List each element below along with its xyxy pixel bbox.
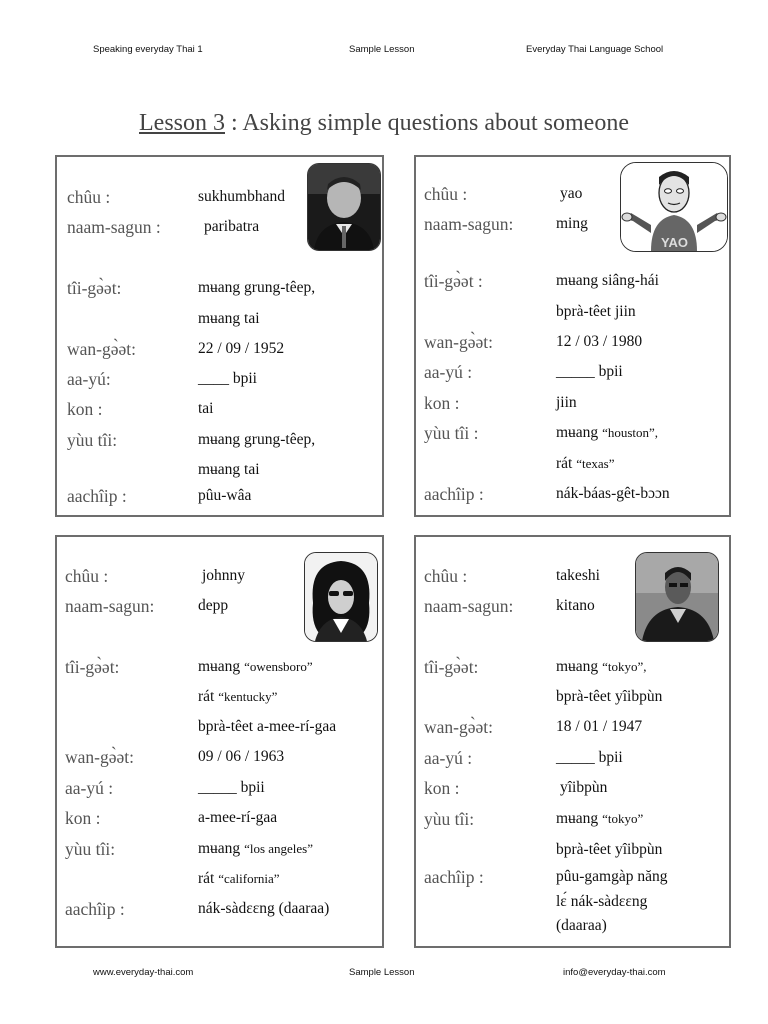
- residence-value: [556, 424, 658, 442]
- residence-city: “tokyo”: [602, 811, 644, 826]
- surname-label: naam-sagun:: [65, 596, 155, 616]
- residence-value-line2: mʉang tai: [198, 461, 260, 478]
- lesson-number: Lesson 3: [139, 110, 225, 136]
- occupation-value: pûu-gamgàp năng: [556, 868, 668, 885]
- nationality-value: jiin: [556, 394, 577, 411]
- profile-card-3: [55, 535, 384, 948]
- residence-city: “houston”,: [602, 425, 659, 440]
- name-label: chûu :: [67, 187, 111, 207]
- birthplace-prefix: mʉang: [198, 658, 241, 675]
- name-label: chûu :: [424, 184, 468, 204]
- nationality-value: yîibpùn: [560, 779, 608, 796]
- name-label: chûu :: [424, 566, 468, 586]
- residence-value: [198, 840, 313, 858]
- residence-label: yùu tîi:: [424, 809, 475, 829]
- birthdate-value: 18 / 01 / 1947: [556, 718, 643, 735]
- surname-label: naam-sagun :: [67, 217, 161, 237]
- birthdate-label: wan-gə̀ət:: [424, 332, 493, 352]
- residence-label: yùu tîi :: [424, 423, 479, 443]
- birthplace-value-line2: mʉang tai: [198, 310, 260, 327]
- name-value: johnny: [202, 567, 246, 584]
- residence-prefix: mʉang: [198, 840, 241, 857]
- surname-value: kitano: [556, 597, 595, 614]
- birthplace-value: [556, 658, 646, 676]
- nationality-label: kon :: [65, 808, 101, 828]
- residence-value: mʉang grung-têep,: [198, 431, 316, 448]
- birthplace-label: tîi-gə̀ət :: [424, 271, 483, 291]
- age-label: aa-yú :: [424, 748, 473, 768]
- occupation-value: pûu-wâa: [198, 487, 252, 504]
- surname-value: paribatra: [204, 218, 260, 235]
- age-value: _____ bpii: [556, 749, 623, 766]
- residence-value-line2: [198, 870, 280, 888]
- residence-state: “california”: [218, 871, 280, 886]
- residence-state-prefix: rát: [556, 455, 573, 472]
- surname-value: depp: [198, 597, 229, 614]
- nationality-label: kon :: [424, 778, 460, 798]
- birthdate-value: 22 / 09 / 1952: [198, 340, 285, 357]
- profile-card-4: [414, 535, 731, 948]
- birthplace-value-line2: bprà-têet jiin: [556, 303, 636, 320]
- residence-value-line2: bprà-têet yîibpùn: [556, 841, 663, 858]
- age-value: _____ bpii: [198, 779, 265, 796]
- residence-value-line2: [556, 455, 615, 473]
- occupation-value: nák-báas-gêt-bɔɔn: [556, 485, 670, 502]
- birthplace-label: tîi-gə̀ət:: [424, 657, 479, 677]
- age-label: aa-yú:: [67, 369, 111, 389]
- profile-card-1: [55, 155, 384, 517]
- birthdate-label: wan-gə̀ət:: [424, 717, 493, 737]
- occupation-value: nák-sàdɛɛng (daaraa): [198, 900, 330, 917]
- residence-city: “los angeles”: [244, 841, 314, 856]
- age-value: _____ bpii: [556, 363, 623, 380]
- birthdate-label: wan-gə̀ət:: [67, 339, 136, 359]
- age-label: aa-yú :: [65, 778, 114, 798]
- header-course: Speaking everyday Thai 1: [93, 44, 203, 55]
- birthplace-value: mʉang siâng-hái: [556, 272, 659, 289]
- residence-state-prefix: rát: [198, 870, 215, 887]
- birthplace-label: tîi-gə̀ət:: [67, 278, 122, 298]
- residence-label: yùu tîi:: [65, 839, 116, 859]
- birthplace-city: “owensboro”: [244, 659, 313, 674]
- birthdate-label: wan-gə̀ət:: [65, 747, 134, 767]
- birthplace-value-line2: bprà-têet yîibpùn: [556, 688, 663, 705]
- birthplace-label: tîi-gə̀ət:: [65, 657, 120, 677]
- page-title: [0, 110, 768, 137]
- nationality-value: tai: [198, 400, 214, 417]
- birthplace-state: “kentucky”: [218, 689, 278, 704]
- shirt-text: YAO: [661, 235, 688, 250]
- nationality-label: kon :: [67, 399, 103, 419]
- birthplace-state-prefix: rát: [198, 688, 215, 705]
- birthplace-value: [198, 658, 313, 676]
- name-value: yao: [560, 185, 583, 202]
- residence-prefix: mʉang: [556, 810, 599, 827]
- nationality-label: kon :: [424, 393, 460, 413]
- profile-card-2: [414, 155, 731, 517]
- occupation-label: aachîip :: [424, 484, 484, 504]
- header-sample: Sample Lesson: [349, 44, 415, 55]
- portrait-photo-icon: [307, 163, 381, 251]
- name-label: chûu :: [65, 566, 109, 586]
- surname-value: ming: [556, 215, 588, 232]
- occupation-value-line3: (daaraa): [556, 917, 607, 934]
- nationality-value: a-mee-rí-gaa: [198, 809, 278, 826]
- birthplace-city: “tokyo”,: [602, 659, 647, 674]
- residence-prefix: mʉang: [556, 424, 599, 441]
- portrait-photo-dark-icon: [635, 552, 719, 642]
- name-value: takeshi: [556, 567, 600, 584]
- birthplace-prefix: mʉang: [556, 658, 599, 675]
- footer-sample: Sample Lesson: [349, 967, 415, 978]
- birthdate-value: 12 / 03 / 1980: [556, 333, 643, 350]
- residence-value: [556, 810, 643, 828]
- occupation-value-line2: lɛ́ nák-sàdɛɛng: [556, 893, 648, 910]
- birthplace-value-line3: bprà-têet a-mee-rí-gaa: [198, 718, 337, 735]
- birthdate-value: 09 / 06 / 1963: [198, 748, 285, 765]
- occupation-label: aachîip :: [67, 486, 127, 506]
- age-value: ____ bpii: [198, 370, 257, 387]
- residence-label: yùu tîi:: [67, 430, 118, 450]
- header-school: Everyday Thai Language School: [526, 44, 664, 55]
- footer-email: info@everyday-thai.com: [563, 967, 666, 978]
- residence-state: “texas”: [576, 456, 615, 471]
- lesson-topic: : Asking simple questions about someone: [225, 110, 629, 136]
- occupation-label: aachîip :: [424, 867, 484, 887]
- surname-label: naam-sagun:: [424, 596, 514, 616]
- birthplace-value-line2: [198, 688, 277, 706]
- birthplace-value: mʉang grung-têep,: [198, 279, 316, 296]
- cartoon-man-shrugging-icon: [620, 162, 728, 252]
- name-value: sukhumbhand: [198, 188, 285, 205]
- footer-website: www.everyday-thai.com: [93, 967, 194, 978]
- portrait-photo-sunglasses-icon: [304, 552, 378, 642]
- surname-label: naam-sagun:: [424, 214, 514, 234]
- age-label: aa-yú :: [424, 362, 473, 382]
- occupation-label: aachîip :: [65, 899, 125, 919]
